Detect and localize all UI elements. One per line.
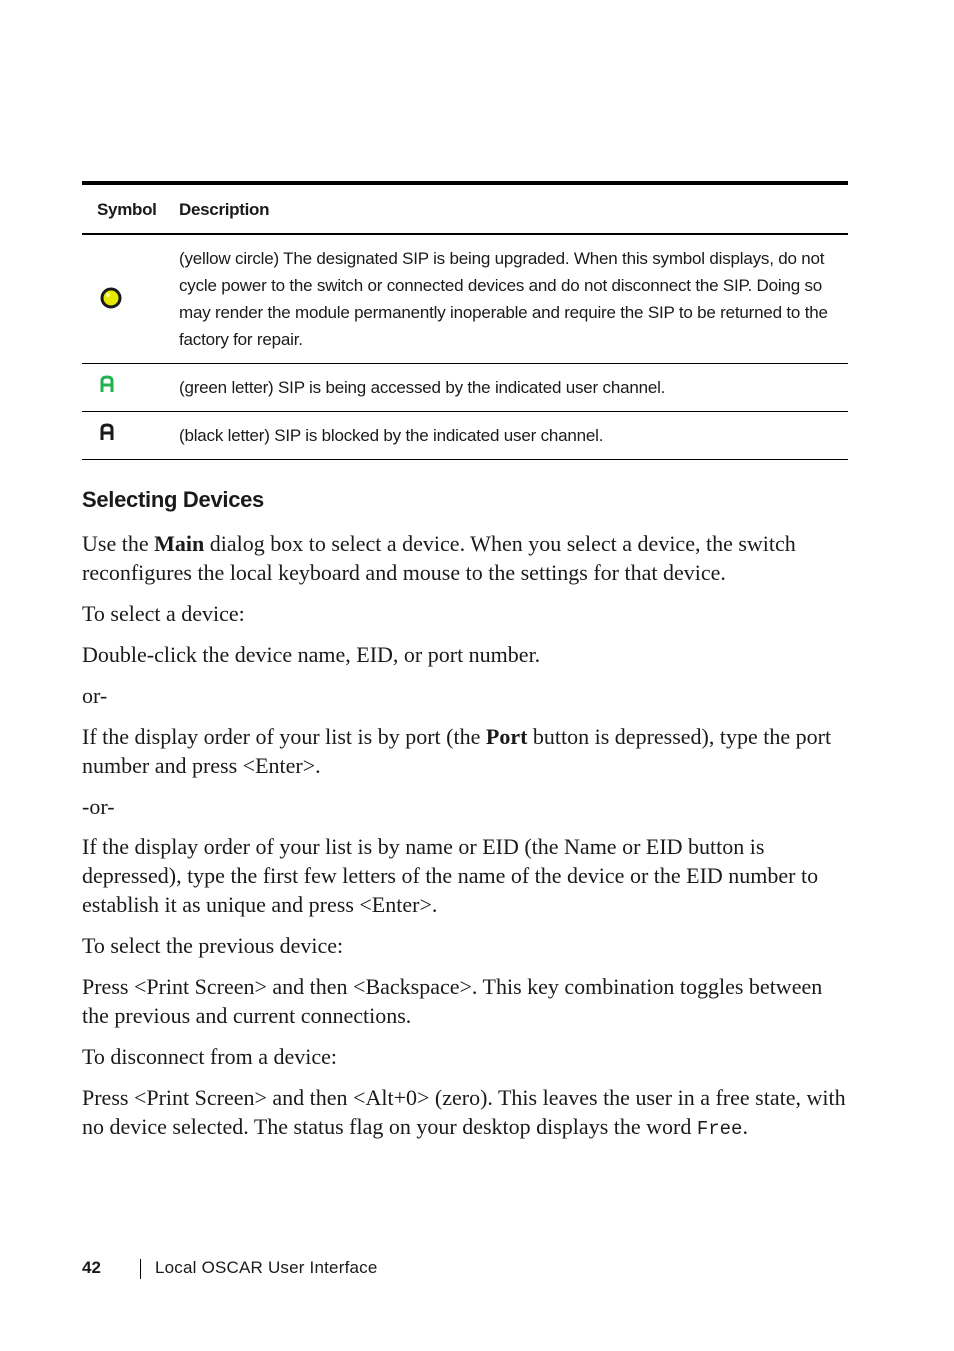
table-row	[82, 412, 848, 460]
row-description: (yellow circle) The designated SIP is being upgraded. When this symbol displays, do not cycle power to the switch or connected devices and do not disconnect the SIP. Doing so may render the module permanently inoperable and require the SIP to be returned to the factory for repair.	[179, 249, 828, 349]
paragraph-port-order	[82, 722, 852, 780]
chapter-title: Local OSCAR User Interface	[155, 1258, 378, 1277]
symbol-table	[82, 181, 848, 460]
free-status-word: Free	[696, 1118, 743, 1140]
paragraph-or-2: -or-	[82, 794, 115, 819]
black-letter-a-icon	[100, 423, 114, 446]
section-heading: Selecting Devices	[82, 487, 264, 512]
paragraph-select-previous: To select the previous device:	[82, 933, 344, 958]
paragraph-intro	[82, 529, 852, 587]
paragraph-toggle: Press <Print Screen> and then <Backspace>. This key combination toggles between the previous and current connections.	[82, 974, 823, 1028]
p5-post: button is depressed), type the port number and press <Enter>.	[82, 724, 832, 778]
table-row	[82, 235, 848, 364]
yellow-circle-icon	[100, 287, 122, 314]
table-header-row	[82, 185, 848, 235]
p11-post: .	[742, 1114, 748, 1139]
green-letter-a-icon	[100, 375, 114, 398]
paragraph-or: or-	[82, 683, 108, 708]
p5-pre: If the display order of your list is by port (the	[82, 724, 486, 749]
paragraph-select-device: To select a device:	[82, 601, 245, 626]
header-symbol: Symbol	[97, 200, 157, 219]
row-description: (green letter) SIP is being accessed by the indicated user channel.	[179, 378, 666, 397]
port-button-term: Port	[485, 724, 528, 749]
paragraph-name-order: If the display order of your list is by name or EID (the Name or EID button is depressed), type the first few letters of the name of the device or the EID number to establish it as unique and press <Enter>.	[82, 834, 819, 917]
p11-pre: Press <Print Screen> and then <Alt+0> (zero). This leaves the user in a free state, with no device selected. The status flag on your desktop displays the word	[82, 1085, 846, 1139]
page-number: 42	[82, 1258, 101, 1277]
header-description: Description	[179, 200, 270, 219]
paragraph-free-state	[82, 1083, 852, 1144]
table-row	[82, 364, 848, 412]
p1-post: dialog box to select a device. When you select a device, the switch reconfigures the local keyboard and mouse to the settings for that device.	[82, 531, 796, 585]
row-description: (black letter) SIP is blocked by the indicated user channel.	[179, 426, 604, 445]
paragraph-disconnect: To disconnect from a device:	[82, 1044, 338, 1069]
p1-pre: Use the	[82, 531, 155, 556]
paragraph-double-click: Double-click the device name, EID, or port number.	[82, 642, 541, 667]
footer-divider	[140, 1259, 141, 1279]
main-dialog-term: Main	[154, 531, 205, 556]
